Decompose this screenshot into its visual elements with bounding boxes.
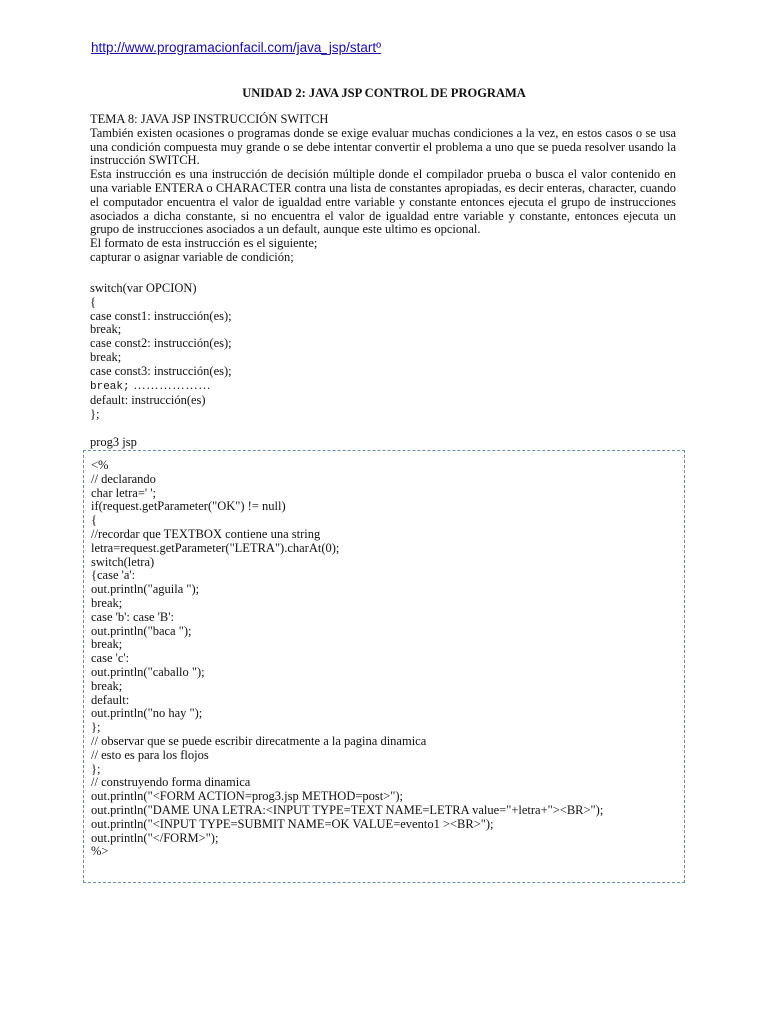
paragraph: capturar o asignar variable de condición; xyxy=(90,249,294,264)
syntax-break-word: break; xyxy=(90,380,130,393)
syntax-line: default: instrucción(es) xyxy=(90,393,206,408)
code-line: break; xyxy=(91,678,123,693)
paragraph: Esta instrucción es una instrucción de decisión múltiple donde el compilador prueba o busca el valor contenido en una variable ENTERA o CHARACTER contra una lista de constantes apropiadas, es decir enteras, character, cuando el computador encuentra el valor de igualdad entre variable y constante entonces ejecuta el grupo de instrucciones asociados a dicha constante, si no encuentra el valor de igualdad entre variable y constante, entonces ejecuta un grupo de instrucciones asociados a un default, aunque este ultimo es opcional. xyxy=(90,167,676,237)
code-line: %> xyxy=(91,844,109,859)
paragraph: El formato de esta instrucción es el siguiente; xyxy=(90,236,318,251)
code-line: break; xyxy=(91,595,123,610)
code-line: default: xyxy=(91,692,130,707)
syntax-line: }; xyxy=(90,407,100,422)
code-line: // declarando xyxy=(91,471,156,486)
syntax-line: { xyxy=(90,294,96,309)
code-line: out.println("no hay "); xyxy=(91,706,203,721)
syntax-line: break; xyxy=(90,322,122,337)
code-line: //recordar que TEXTBOX contiene una string xyxy=(91,526,321,541)
source-link-text[interactable]: http://www.programacionfacil.com/java_jsp/start xyxy=(91,40,377,55)
code-line: out.println("</FORM>"); xyxy=(91,830,219,845)
code-line: out.println("<FORM ACTION=prog3.jsp METHOD=post>"); xyxy=(91,789,404,804)
syntax-dots: ……………… xyxy=(129,377,212,392)
code-line: out.println("DAME UNA LETRA:<INPUT TYPE=TEXT NAME=LETRA value="+letra+"><BR>"); xyxy=(91,802,604,817)
syntax-line: break; xyxy=(90,349,122,364)
switch-syntax xyxy=(90,282,676,422)
program-label: prog3 jsp xyxy=(90,435,137,449)
code-line: // construyendo forma dinamica xyxy=(91,775,251,790)
syntax-line: case const2: instrucción(es); xyxy=(90,336,232,351)
syntax-line xyxy=(90,379,676,395)
code-line: break; xyxy=(91,637,123,652)
code-line: }; xyxy=(91,761,101,776)
code-line: { xyxy=(91,513,97,528)
code-listing xyxy=(91,459,681,859)
code-listing-box xyxy=(83,450,685,883)
code-line: letra=request.getParameter("LETRA").charAt(0); xyxy=(91,540,340,555)
unit-title: UNIDAD 2: JAVA JSP CONTROL DE PROGRAMA xyxy=(242,86,526,100)
code-line: out.println("baca "); xyxy=(91,623,192,638)
code-line: <% xyxy=(91,458,109,472)
code-line: out.println("aguila "); xyxy=(91,582,200,597)
code-line: char letra=' '; xyxy=(91,485,156,500)
syntax-line: switch(var OPCION) xyxy=(90,281,197,295)
code-line: }; xyxy=(91,720,101,735)
code-line: out.println("caballo "); xyxy=(91,664,205,679)
syntax-line: case const1: instrucción(es); xyxy=(90,308,232,323)
paragraph: También existen ocasiones o programas donde se exige evaluar muchas condiciones a la vez, en estos casos o se usa una condición compuesta muy grande o se debe intentar convertir el problema a uno que se pueda resolver usando la instrucción SWITCH. xyxy=(90,125,676,168)
source-link-suffix: º xyxy=(376,40,382,55)
body-text xyxy=(90,113,676,265)
code-line: if(request.getParameter("OK") != null) xyxy=(91,499,286,514)
syntax-line: case const3: instrucción(es); xyxy=(90,363,232,378)
code-line: case 'c': xyxy=(91,651,130,666)
code-line: // esto es para los flojos xyxy=(91,747,209,762)
source-link[interactable] xyxy=(91,40,381,55)
topic-heading: TEMA 8: JAVA JSP INSTRUCCIÓN SWITCH xyxy=(90,112,329,126)
code-line: switch(letra) xyxy=(91,554,155,569)
code-line: // observar que se puede escribir direcatmente a la pagina dinamica xyxy=(91,733,427,748)
code-line: out.println("<INPUT TYPE=SUBMIT NAME=OK VALUE=evento1 ><BR>"); xyxy=(91,816,494,831)
code-line: case 'b': case 'B': xyxy=(91,609,174,624)
code-line: {case 'a': xyxy=(91,568,136,583)
